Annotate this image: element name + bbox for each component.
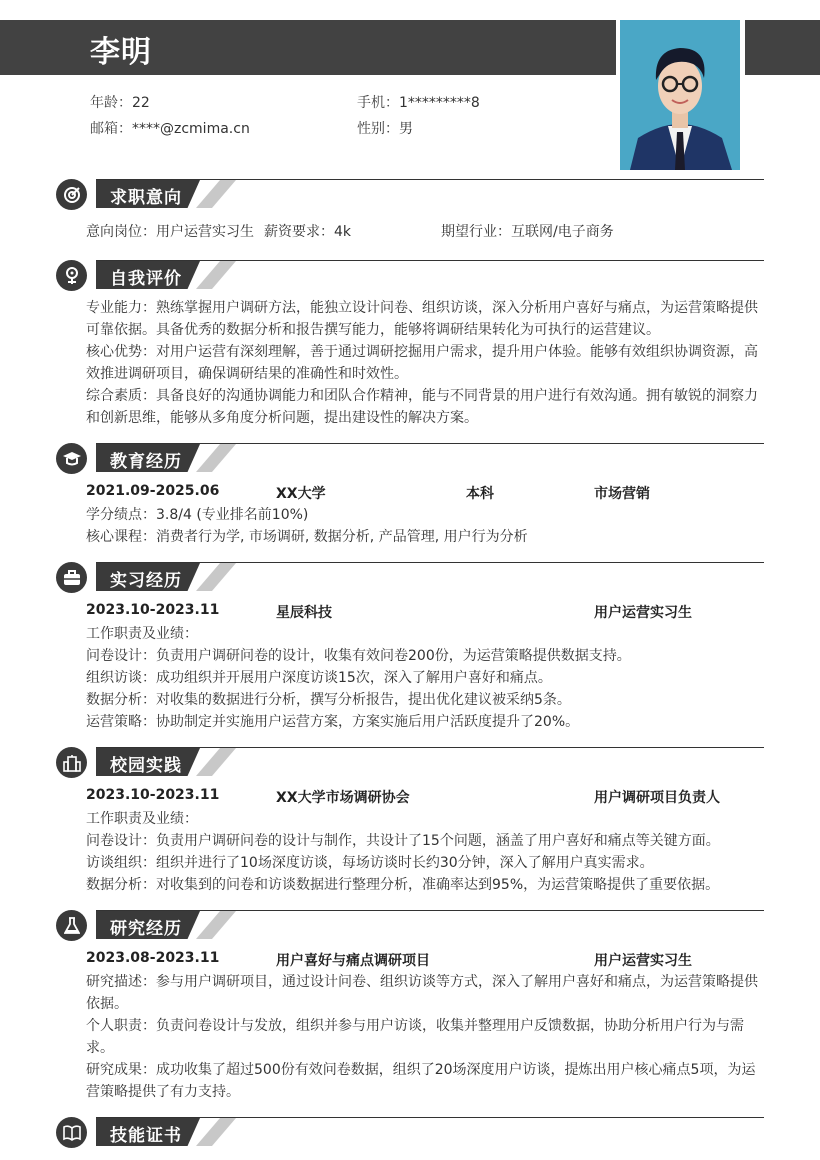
candidate-name: 李明 (90, 35, 152, 70)
flask-icon (56, 910, 87, 941)
edu-period: 2021.09-2025.06 (86, 483, 220, 499)
section-divider (96, 179, 764, 180)
intern-role: 用户运营实习生 (594, 605, 692, 621)
section-title: 求职意向 (110, 188, 182, 208)
intern-line: 工作职责及业绩： (86, 626, 198, 642)
intern-period: 2023.10-2023.11 (86, 602, 220, 618)
section-title: 自我评价 (110, 269, 182, 289)
edu-degree: 本科 (466, 486, 494, 502)
edu-gpa: 学分绩点：3.8/4 (专业排名前10%) (86, 507, 309, 523)
target-icon (56, 179, 87, 210)
self-eval-paragraph: 综合素质：具备良好的沟通协调能力和团队合作精神，能与不同背景的用户进行有效沟通。拥有敏锐的洞察力和创新思维，能够从多角度分析问题，提出建设性的解决方案。 (86, 388, 758, 426)
research-period: 2023.08-2023.11 (86, 950, 220, 966)
section-title: 教育经历 (110, 452, 182, 472)
email-field: 邮箱：****@zcmima.cn (90, 121, 250, 137)
edu-courses: 核心课程：消费者行为学, 市场调研, 数据分析, 产品管理, 用户行为分析 (86, 529, 528, 545)
intern-line: 问卷设计：负责用户调研问卷的设计，收集有效问卷200份，为运营策略提供数据支持。 (86, 648, 631, 664)
research-paragraph: 个人职责：负责问卷设计与发放，组织并参与用户访谈，收集并整理用户反馈数据，协助分析用户行为与需求。 (86, 1018, 744, 1056)
phone-field: 手机：1*********8 (357, 95, 480, 111)
research-project: 用户喜好与痛点调研项目 (276, 953, 430, 969)
campus-line: 工作职责及业绩： (86, 811, 198, 827)
building-icon (56, 747, 87, 778)
header-bar-right (745, 20, 820, 75)
profile-photo (620, 20, 740, 170)
graduation-cap-icon (56, 443, 87, 474)
edu-major: 市场营销 (594, 486, 650, 502)
campus-org: XX大学市场调研协会 (276, 790, 410, 806)
briefcase-icon (56, 562, 87, 593)
campus-role: 用户调研项目负责人 (594, 790, 720, 806)
intern-line: 数据分析：对收集的数据进行分析，撰写分析报告，提出优化建议被采纳5条。 (86, 692, 571, 708)
campus-period: 2023.10-2023.11 (86, 787, 220, 803)
section-title: 校园实践 (110, 756, 182, 776)
research-role: 用户运营实习生 (594, 953, 692, 969)
campus-line: 数据分析：对收集到的问卷和访谈数据进行整理分析，准确率达到95%，为运营策略提供了重要依据。 (86, 877, 720, 893)
self-eval-paragraph: 核心优势：对用户运营有深刻理解，善于通过调研挖掘用户需求，提升用户体验。能够有效组织协调资源，高效推进调研项目，确保调研结果的准确性和时效性。 (86, 344, 758, 382)
edu-school: XX大学 (276, 486, 326, 502)
research-paragraph: 研究描述：参与用户调研项目，通过设计问卷、组织访谈等方式，深入了解用户喜好和痛点，为运营策略提供依据。 (86, 974, 758, 1012)
flower-icon (56, 260, 87, 291)
intern-company: 星辰科技 (276, 605, 332, 621)
book-icon (56, 1117, 87, 1148)
gender-field: 性别：男 (357, 121, 413, 137)
intent-position: 意向岗位：用户运营实习生 (86, 224, 254, 240)
intern-line: 组织访谈：成功组织并开展用户深度访谈15次，深入了解用户喜好和痛点。 (86, 670, 552, 686)
campus-line: 问卷设计：负责用户调研问卷的设计与制作，共设计了15个问题，涵盖了用户喜好和痛点等关键方面。 (86, 833, 720, 849)
self-eval-paragraph: 专业能力：熟练掌握用户调研方法，能独立设计问卷、组织访谈，深入分析用户喜好与痛点，为运营策略提供可靠依据。具备优秀的数据分析和报告撰写能力，能够将调研结果转化为可执行的运营建议。 (86, 300, 758, 338)
age-field: 年龄：22 (90, 95, 150, 111)
section-title: 研究经历 (110, 919, 182, 939)
intent-salary: 薪资要求：4k (264, 224, 352, 240)
section-title: 技能证书 (110, 1126, 182, 1146)
campus-line: 访谈组织：组织并进行了10场深度访谈，每场访谈时长约30分钟，深入了解用户真实需求。 (86, 855, 654, 871)
research-paragraph: 研究成果：成功收集了超过500份有效问卷数据，组织了20场深度用户访谈，提炼出用户核心痛点5项，为运营策略提供了有力支持。 (86, 1062, 756, 1100)
intern-line: 运营策略：协助制定并实施用户运营方案，方案实施后用户活跃度提升了20%。 (86, 714, 580, 730)
intent-industry: 期望行业：互联网/电子商务 (441, 224, 614, 240)
section-title: 实习经历 (110, 571, 182, 591)
